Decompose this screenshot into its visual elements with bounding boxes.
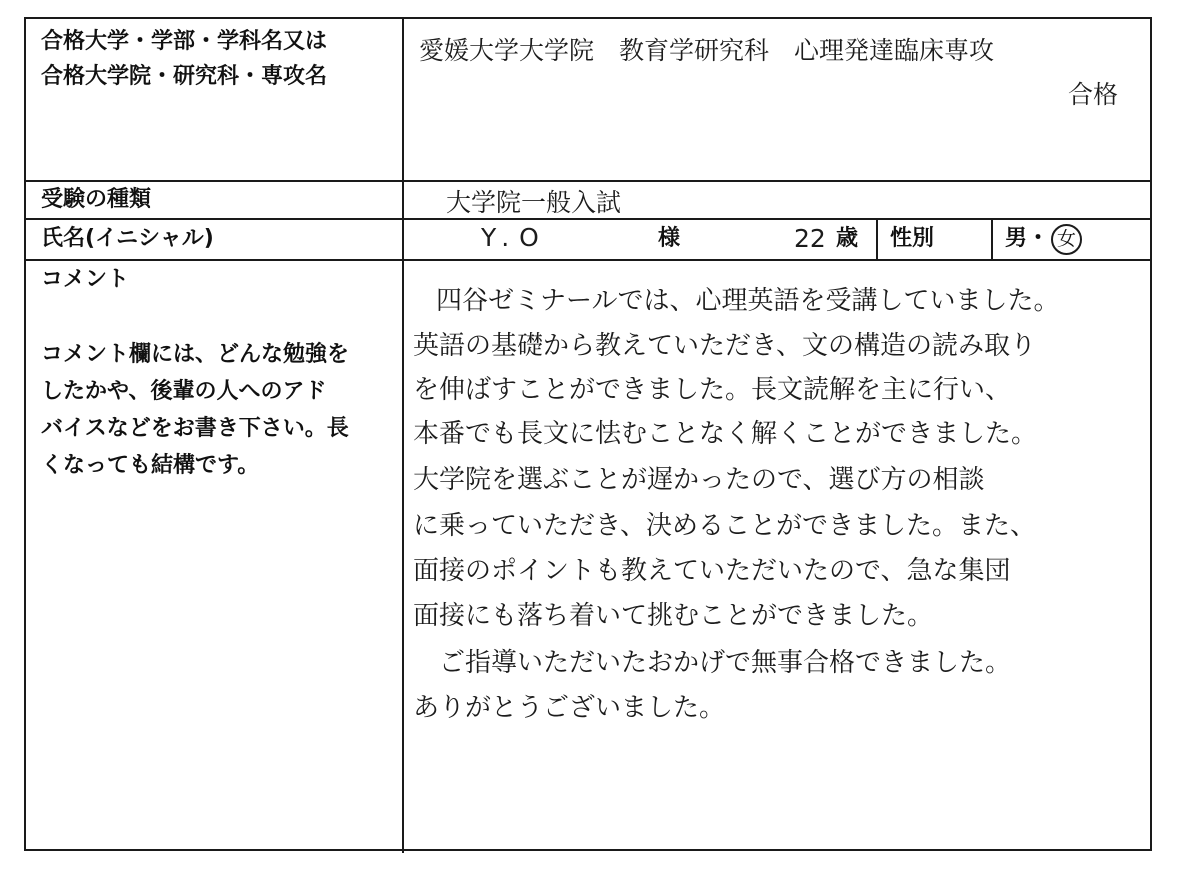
comment-line: を伸ばすことができました。長文読解を主に行い、 xyxy=(413,375,1012,405)
sama-label: 様 xyxy=(658,226,681,251)
age-unit-label: 歳 xyxy=(836,226,859,251)
column-divider xyxy=(402,19,404,853)
instruction-line-1: コメント欄には、どんな勉強を xyxy=(41,342,350,367)
comment-line: 面接にも落ち着いて挑むことができました。 xyxy=(413,601,934,631)
gender-male: 男 xyxy=(1005,226,1028,251)
gender-female-circled: 女 xyxy=(1051,224,1082,255)
comment-line: 面接のポイントも教えていただいたので、急な集団 xyxy=(413,556,1011,586)
exam-type-value: 大学院一般入試 xyxy=(446,188,622,217)
comment-line: ご指導いただいたおかげで無事合格できました。 xyxy=(413,648,1012,678)
initials-value: Y.O xyxy=(481,223,549,252)
exam-type-label: 受験の種類 xyxy=(41,187,152,212)
comment-line: 大学院を選ぶことが遅かったので、選び方の相談 xyxy=(413,465,985,495)
row-divider-name xyxy=(26,259,1150,261)
comment-line: 本番でも長文に怯むことなく解くことができました。 xyxy=(413,419,1038,449)
comment-line: ありがとうございました。 xyxy=(413,693,726,723)
school-label-line-2: 合格大学院・研究科・専攻名 xyxy=(41,64,328,89)
school-label-line-1: 合格大学・学部・学科名又は xyxy=(41,29,328,54)
exam-report-form xyxy=(24,17,1152,851)
result-value: 合格 xyxy=(1068,80,1119,109)
instruction-line-3: バイスなどをお書き下さい。長 xyxy=(41,416,349,441)
gender-separator: ・ xyxy=(1027,226,1050,251)
name-label: 氏名(イニシャル) xyxy=(41,226,214,251)
comment-line: に乗っていただき、決めることができました。また、 xyxy=(413,511,1036,541)
gender-options xyxy=(1005,222,1082,255)
row-divider-school xyxy=(26,180,1150,182)
comment-line: 英語の基礎から教えていただき、文の構造の読み取り xyxy=(413,331,1036,361)
gender-label-divider-left xyxy=(876,218,878,259)
instruction-line-4: くなっても結構です。 xyxy=(41,453,260,478)
gender-label-divider-right xyxy=(991,218,993,259)
gender-label: 性別 xyxy=(890,226,935,251)
school-value: 愛媛大学大学院 教育学研究科 心理発達臨床専攻 xyxy=(419,36,995,65)
age-value: 22 xyxy=(794,224,826,253)
comment-label: コメント xyxy=(41,267,130,292)
instruction-line-2: したかや、後輩の人へのアド xyxy=(41,379,327,404)
comment-line: 四谷ゼミナールでは、心理英語を受講していました。 xyxy=(436,286,1060,316)
